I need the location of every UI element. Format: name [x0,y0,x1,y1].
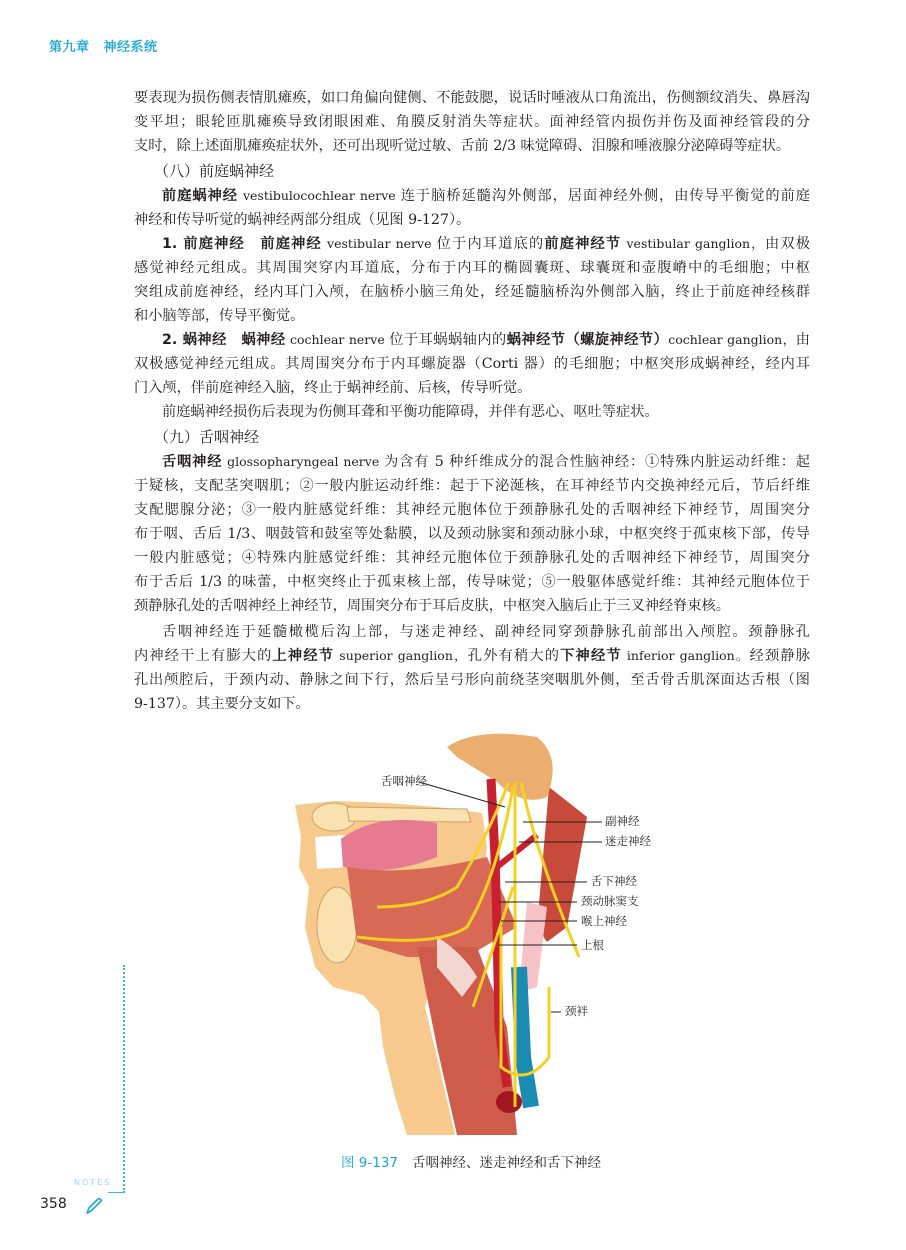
text-line: 于疑核，支配茎突咽肌；②一般内脏运动纤维：起于下泌涎核，在耳神经节内交换神经元后，节后纤维 [134,478,810,494]
text: 孔外有稍大的 [467,648,561,664]
text: 由 [795,332,810,348]
text: 位于耳蜗蜗轴内的 [389,332,507,348]
figure-title: 舌咽神经、迷走神经和舌下神经 [412,1155,602,1171]
text-line: 布于舌后 1/3 的味蕾，中枢突终止于孤束核上部，传导味觉；⑤一般躯体感觉纤维：其神经元胞体位于 [134,574,810,590]
label-vagus: 迷走神经 [605,834,651,848]
term: 蜗神经 [241,332,286,348]
term: 上神经节 [272,648,335,664]
carotid-cut [496,1091,522,1113]
text-line: 门入颅，伴前庭神经入脑，终止于蜗神经前、后核，传导听觉。 [134,380,532,396]
text-line [134,644,810,668]
subheading: 1. 前庭神经 [162,236,245,252]
text-line [134,232,810,256]
text-line: 突组成前庭神经，经内耳门入颅，在脑桥小脑三角处，经延髓脑桥沟外侧部入脑，终止于前庭神经核群 [134,284,810,300]
chapter-number: 第九章 [49,40,90,55]
english-term: vestibular nerve [321,236,437,251]
text-line: 孔出颅腔后，于颈内动、静脉之间下行，然后呈弓形向前绕茎突咽肌外侧，至舌骨舌肌深面达舌根（图 [134,672,810,688]
english-term: vestibulocochlear nerve [237,188,401,203]
text-line: 9-137）。其主要分支如下。 [134,696,310,712]
text-line [134,328,810,352]
subheading: 2. 蜗神经 [162,332,227,348]
text-line: 布于咽、舌后 1/3、咽鼓管和鼓室等处黏膜，以及颈动脉窦和颈动脉小球，中枢突终于孤束核下部，传导 [134,526,810,542]
term: 前庭蜗神经 [162,188,238,204]
text-line: 双极感觉神经元组成。其周围突分布于内耳螺旋器（Corti 器）的毛细胞；中枢突形成蜗神经，经内耳 [134,356,810,372]
section-heading: （八）前庭蜗神经 [154,162,275,180]
text: 位于内耳道底的 [436,236,545,252]
mastoid-process [447,734,553,800]
palate-bone [347,807,471,822]
text-line [134,450,810,474]
paragraph [134,184,810,232]
paragraph [134,232,810,328]
text-line: 支时，除上述面肌瘫痪症状外，还可出现听觉过敏、舌前 2/3 味觉障碍、泪腺和唾液腺分泌障碍等症状。 [134,138,791,154]
label-superior-root: 上根 [581,938,604,952]
paragraph [134,450,810,618]
text: 内神经干上有膨大的 [134,648,273,664]
anatomy-illustration [287,727,679,1135]
text-line: 颈静脉孔处的舌咽神经上神经节，周围突分布于耳后皮肤，中枢突入脑后止于三叉神经脊束核。 [134,598,730,614]
text-line: 一般内脏感觉；④特殊内脏感觉纤维：其神经元胞体位于颈静脉孔处的舌咽神经下神经节，周围突分 [134,550,810,566]
english-term: glossopharyngeal nerve [222,454,385,469]
running-header [49,36,158,55]
anatomy-figure [287,727,679,1135]
mandible-bone [317,887,357,963]
english-term: superior ganglion， [334,648,468,663]
label-hypoglossal: 舌下神经 [591,874,637,888]
label-superior-laryngeal: 喉上神经 [581,914,627,928]
english-term: vestibular ganglion， [621,236,766,251]
notes-divider [108,1192,125,1193]
paragraph: 前庭蜗神经损伤后表现为伤侧耳聋和平衡功能障碍，并伴有恶心、呕吐等症状。 [162,404,659,420]
english-term: inferior ganglion。 [621,648,750,663]
label-ansa-cervicalis: 颈袢 [565,1004,588,1018]
text: 连于脑桥延髓沟外侧部，居面神经外侧，由传导平衡觉的前庭 [400,188,810,204]
text-line: 神经和传导听觉的蜗神经两部分组成（见图 9-127）。 [134,212,471,228]
figure-number: 图 9-137 [341,1155,399,1171]
text: 为含有 5 种纤维成分的混合性脑神经：①特殊内脏运动纤维：起 [384,454,810,470]
term: 前庭神经 [260,236,322,252]
notes-margin-line [123,965,125,1193]
english-term: cochlear nerve [285,332,390,347]
text-line: 舌咽神经连于延髓橄榄后沟上部，与迷走神经、副神经同穿颈静脉孔前部出入颅腔。颈静脉孔 [162,624,810,640]
text-line: 感觉神经元组成。其周围突穿内耳道底，分布于内耳的椭圆囊斑、球囊斑和壶腹嵴中的毛细胞；中枢 [134,260,810,276]
page-number: 358 [40,1196,67,1212]
paragraph [134,86,810,158]
term: 下神经节 [560,648,622,664]
text-line [134,184,810,208]
section-heading: （九）舌咽神经 [154,428,260,446]
paragraph [134,620,810,716]
text-line: 支配腮腺分泌；③一般内脏感觉纤维：其神经元胞体位于颈静脉孔处的舌咽神经下神经节，周围突分 [134,502,810,518]
label-glossopharyngeal: 舌咽神经 [381,774,427,788]
english-term: cochlear ganglion， [668,332,796,347]
term: 前庭神经节 [544,236,622,252]
text-line: 和小脑等部，传导平衡觉。 [134,308,305,324]
text-line: 变平坦；眼轮匝肌瘫痪导致闭眼困难、角膜反射消失等症状。面神经管内损伤并伤及面神经管段的分 [134,114,810,130]
text: 经颈静脉 [749,648,810,664]
text: 由双极 [765,236,810,252]
term: 舌咽神经 [162,454,223,470]
label-carotid-sinus: 颈动脉窦支 [581,894,639,908]
paragraph [134,328,810,400]
text-line: 要表现为损伤侧表情肌瘫痪，如口角偏向健侧、不能鼓腮，说话时唾液从口角流出，伤侧额纹消失、鼻唇沟 [134,90,810,106]
chapter-title: 神经系统 [103,40,158,55]
label-accessory: 副神经 [605,814,640,828]
figure-caption [341,1151,601,1171]
pencil-icon [84,1196,104,1220]
body-text [134,86,810,716]
notes-label: NOTES [74,1178,112,1187]
term: 蜗神经节（螺旋神经节） [506,332,669,348]
